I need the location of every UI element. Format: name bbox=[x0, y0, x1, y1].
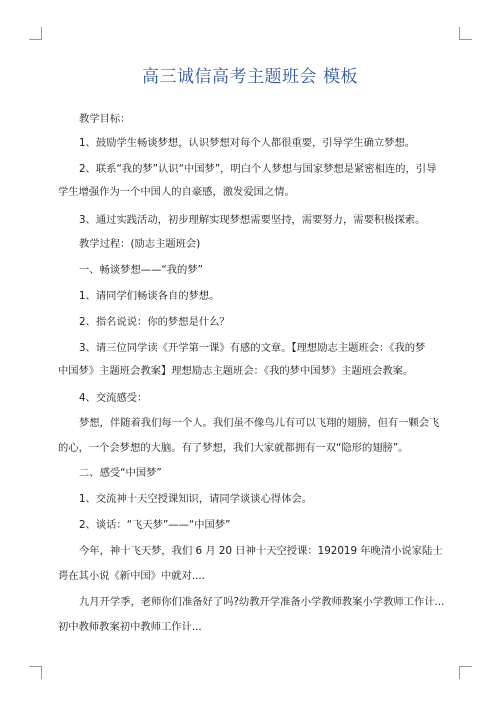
step-3: 3、请三位同学读《开学第一课》有感的文章。【理想励志主题班会：《我的梦 bbox=[79, 342, 426, 354]
step-1: 1、请同学们畅谈各自的梦想。 bbox=[79, 290, 220, 302]
part-two-step-2: 2、谈话：“飞天梦”——“中国梦” bbox=[79, 519, 231, 531]
objective-2: 2、联系“我的梦”认识“中国梦”，明白个人梦想与国家梦想是紧密相连的，引导 bbox=[79, 163, 437, 175]
part-two-heading: 二、感受“中国梦” bbox=[79, 467, 162, 479]
step-3-continued: 中国梦》主题班会教案】理想励志主题班会：《我的梦中国梦》主题班会教案。 bbox=[58, 365, 414, 377]
crop-mark-bottom-left bbox=[29, 666, 42, 679]
crop-mark-bottom-right bbox=[459, 666, 472, 679]
document-title: 高三诚信高考主题班会 模板 bbox=[142, 67, 358, 87]
step-2: 2、指名说说：你的梦想是什么？ bbox=[79, 316, 230, 328]
part-two-step-1: 1、交流神十天空授课知识，请同学谈谈心得体会。 bbox=[79, 493, 313, 505]
objective-1: 1、鼓励学生畅谈梦想，认识梦想对每个人都很重要，引导学生确立梦想。 bbox=[79, 137, 416, 149]
shenshi-paragraph-continued: 谔在其小说《新中国》中就对.... bbox=[58, 570, 205, 582]
part-one-heading: 一、畅谈梦想——“我的梦” bbox=[79, 264, 203, 276]
shenshi-paragraph: 今年，神十飞天梦，我们 6 月 20 日神十天空授课：192019 年晚清小说家陆士 bbox=[79, 545, 443, 557]
september-paragraph-continued: 初中教师教案初中教师工作计... bbox=[58, 621, 202, 633]
september-paragraph: 九月开学季，老师你们准备好了吗?幼教开学准备小学教师教案小学教师工作计... bbox=[79, 596, 445, 608]
section-heading-objectives: 教学目标： bbox=[79, 113, 131, 125]
section-heading-process: 教学过程：(励志主题班会) bbox=[79, 238, 201, 250]
crop-mark-top-right bbox=[459, 27, 472, 40]
objective-2-continued: 学生增强作为一个中国人的自豪感，激发爱国之情。 bbox=[58, 186, 295, 198]
dream-paragraph-continued: 的心，一个会梦想的大脑。有了梦想，我们大家就都拥有一双“隐形的翅膀”。 bbox=[58, 442, 409, 454]
dream-paragraph: 梦想，伴随着我们每一个人。我们虽不像鸟儿有可以飞翔的翅膀，但有一颗会飞 bbox=[79, 417, 440, 429]
objective-3: 3、通过实践活动，初步理解实现梦想需要坚持，需要努力，需要积极探索。 bbox=[79, 214, 426, 226]
crop-mark-top-left bbox=[29, 27, 42, 40]
step-4: 4、交流感受： bbox=[79, 392, 148, 404]
